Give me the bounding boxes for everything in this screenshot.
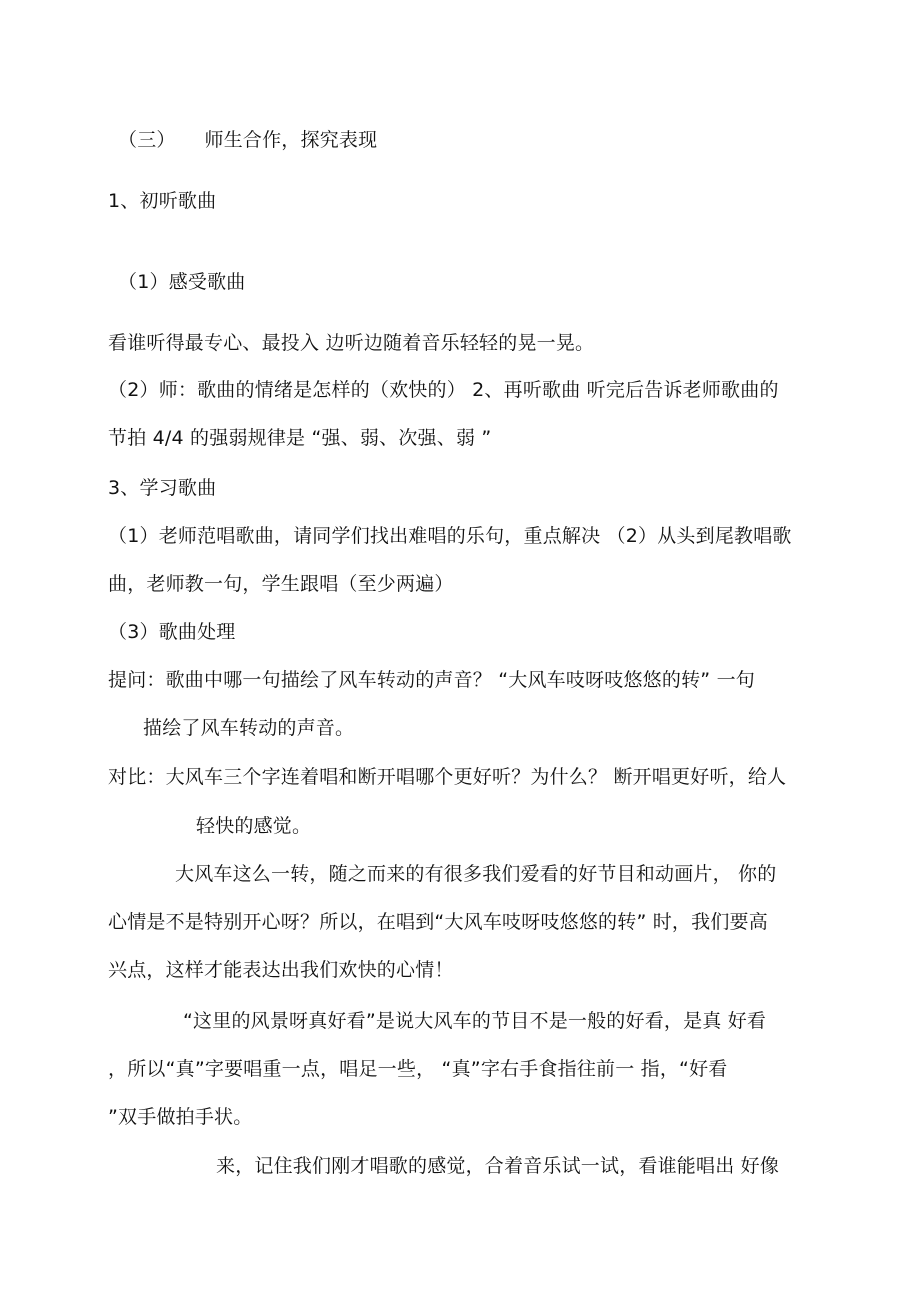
sub-heading-process: （3）歌曲处理 bbox=[108, 621, 236, 643]
paragraph-line: 心情是不是特别开心呀？所以，在唱到“大风车吱呀吱悠悠的转” 时，我们要高 bbox=[108, 911, 768, 933]
step-heading-listen: 1、初听歌曲 bbox=[108, 190, 217, 212]
paragraph-line: 曲，老师教一句，学生跟唱（至少两遍） bbox=[108, 573, 454, 595]
paragraph-line: 兴点，这样才能表达出我们欢快的心情！ bbox=[108, 959, 454, 981]
paragraph-line: 提问：歌曲中哪一句描绘了风车转动的声音？ “大风车吱呀吱悠悠的转” 一句 bbox=[108, 669, 755, 691]
paragraph-line: ，所以“真”字要唱重一点，唱足一些， “真”字右手食指往前一 指，“好看 bbox=[108, 1058, 728, 1080]
paragraph-line: 看谁听得最专心、最投入 边听边随着音乐轻轻的晃一晃。 bbox=[108, 332, 595, 354]
paragraph-line: 大风车这么一转，随之而来的有很多我们爱看的好节目和动画片， 你的 bbox=[175, 863, 777, 885]
paragraph-line: 对比：大风车三个字连着唱和断开唱哪个更好听？为什么？ 断开唱更好听，给人 bbox=[108, 766, 787, 788]
sub-heading-feel: （1）感受歌曲 bbox=[118, 271, 246, 293]
paragraph-line: 描绘了风车转动的声音。 bbox=[143, 717, 355, 739]
paragraph-line: “这里的风景呀真好看”是说大风车的节目不是一般的好看，是真 好看 bbox=[183, 1010, 767, 1032]
step-heading-learn: 3、学习歌曲 bbox=[108, 477, 217, 499]
paragraph-line: 节拍 4/4 的强弱规律是 “强、弱、次强、弱 ” bbox=[108, 427, 492, 449]
section-heading: （三） 师生合作，探究表现 bbox=[118, 129, 378, 151]
paragraph-line: 轻快的感觉。 bbox=[196, 815, 312, 837]
paragraph-line: （1）老师范唱歌曲，请同学们找出难唱的乐句，重点解决 （2）从头到尾教唱歌 bbox=[108, 525, 792, 547]
paragraph-line: （2）师：歌曲的情绪是怎样的（欢快的） 2、再听歌曲 听完后告诉老师歌曲的 bbox=[108, 379, 779, 401]
paragraph-line: 来，记住我们刚才唱歌的感觉，合着音乐试一试，看谁能唱出 好像 bbox=[216, 1155, 780, 1177]
paragraph-line: ”双手做拍手状。 bbox=[108, 1106, 253, 1128]
